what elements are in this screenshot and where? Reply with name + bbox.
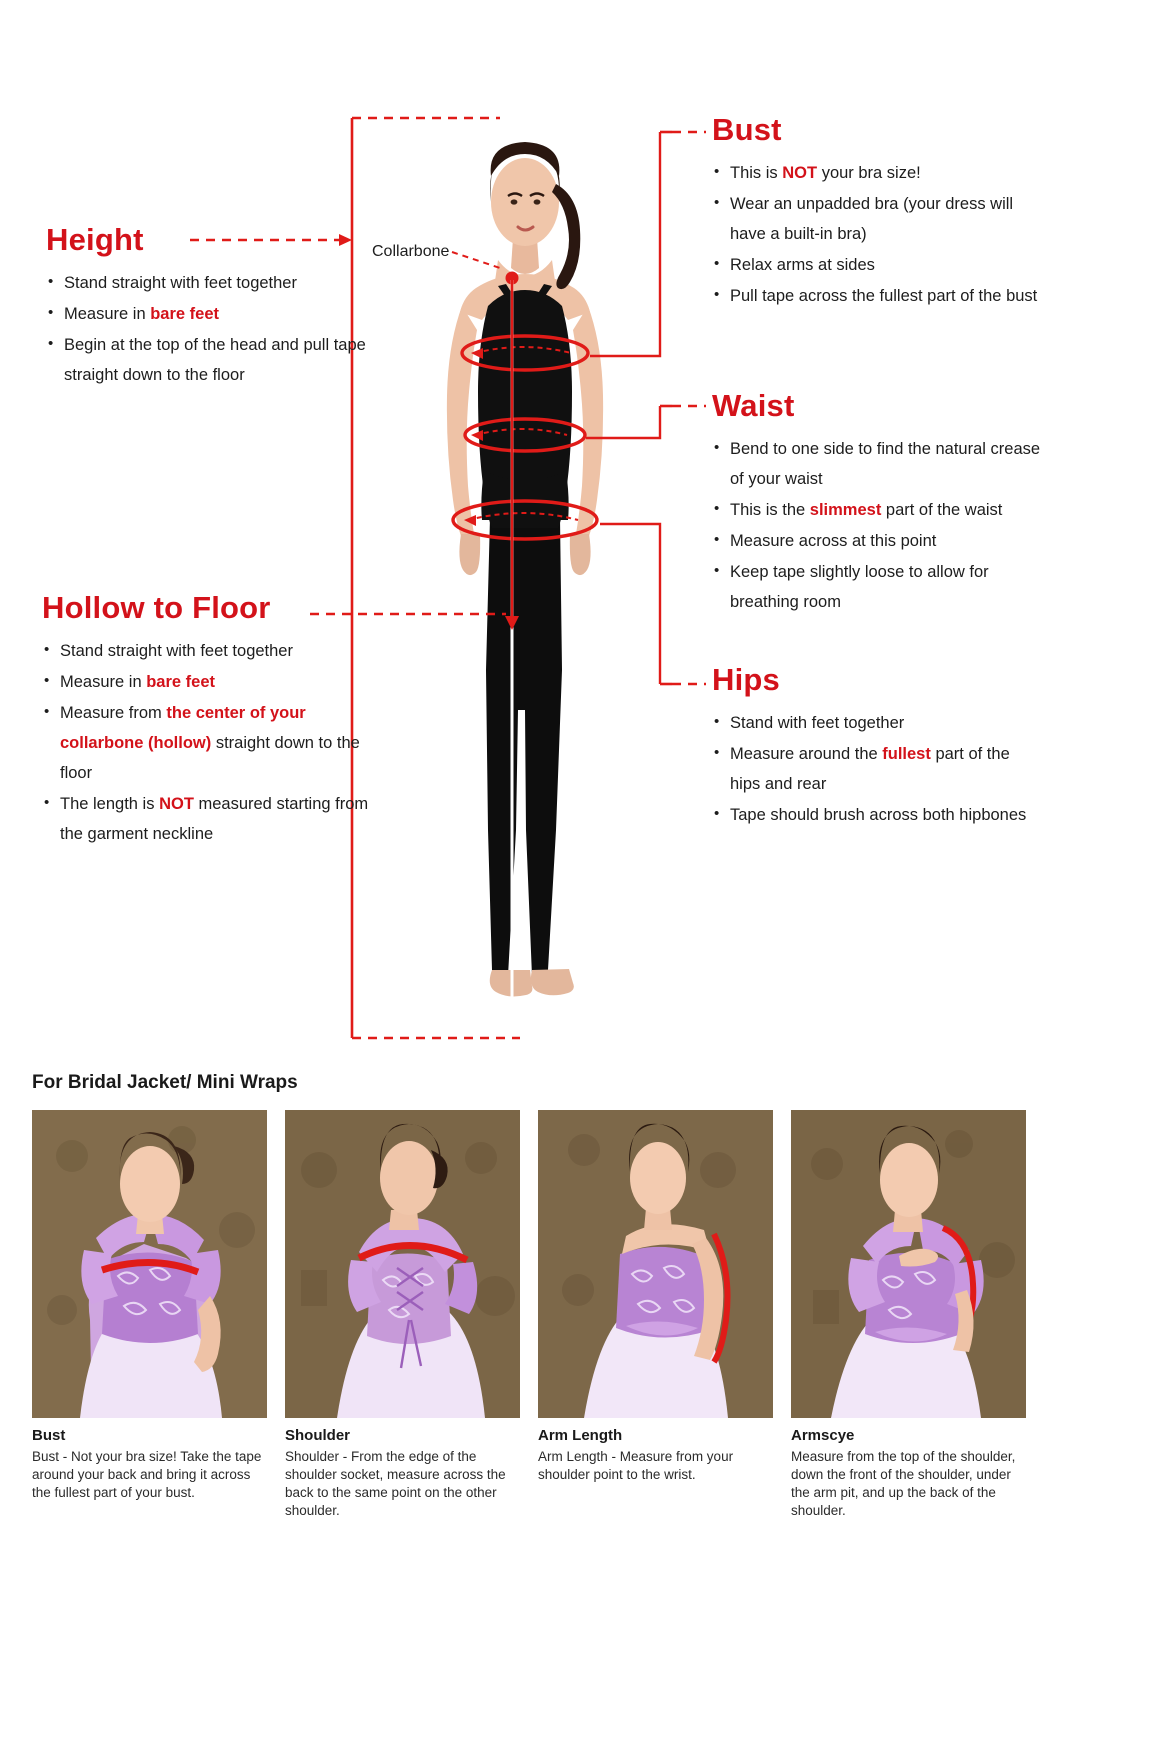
list-item: • Measure around the fullest part of the hips and rear (712, 739, 1042, 799)
list-item: • Stand with feet together (712, 708, 1042, 738)
section-bust (712, 112, 1042, 312)
section-height-bullets (46, 268, 366, 390)
bridal-card-bust (32, 1110, 267, 1520)
list-item: • Begin at the top of the head and pull tape straight down to the floor (46, 330, 366, 390)
list-item: • Stand straight with feet together (42, 636, 382, 666)
list-item: • Stand straight with feet together (46, 268, 366, 298)
list-item: • Measure in bare feet (42, 667, 382, 697)
bridal-photo-armscye (791, 1110, 1026, 1418)
section-bust-title: Bust (712, 112, 782, 147)
bridal-card-arm-length (538, 1110, 773, 1520)
list-item: • The length is NOT measured starting from the garment neckline (42, 789, 382, 849)
section-waist (712, 388, 1042, 618)
bridal-card-armscye (791, 1110, 1026, 1520)
section-hollow-title: Hollow to Floor (42, 590, 271, 625)
bridal-card-shoulder (285, 1110, 520, 1520)
bridal-card-text: Bust - Not your bra size! Take the tape around your back and bring it across the fullest part of your bust. (32, 1449, 262, 1500)
list-item: • Measure across at this point (712, 526, 1042, 556)
section-hollow-to-floor (42, 590, 382, 850)
bridal-card-text: Arm Length - Measure from your shoulder point to the wrist. (538, 1449, 734, 1482)
bridal-card-text: Measure from the top of the shoulder, down the front of the shoulder, under the arm pit, and up the back of the shoulder. (791, 1449, 1016, 1518)
bridal-photo-arm-length (538, 1110, 773, 1418)
section-hips-title: Hips (712, 662, 780, 697)
section-height-title: Height (46, 222, 144, 257)
bridal-card-title: Shoulder (285, 1427, 351, 1444)
list-item: • Pull tape across the fullest part of the bust (712, 281, 1042, 311)
bridal-card-title: Bust (32, 1427, 66, 1444)
bridal-section-title: For Bridal Jacket/ Mini Wraps (32, 1072, 298, 1093)
list-item: • This is the slimmest part of the waist (712, 495, 1042, 525)
collarbone-label: Collarbone (372, 243, 450, 260)
list-item: • Bend to one side to find the natural crease of your waist (712, 434, 1042, 494)
list-item: • Wear an unpadded bra (your dress will have a built-in bra) (712, 189, 1042, 249)
list-item: • Measure in bare feet (46, 299, 366, 329)
section-waist-title: Waist (712, 388, 795, 423)
section-hips-bullets (712, 708, 1042, 830)
bridal-card-title: Arm Length (538, 1427, 623, 1444)
section-height (46, 222, 366, 391)
list-item: • Tape should brush across both hipbones (712, 800, 1042, 830)
bridal-card-title: Armscye (791, 1427, 855, 1444)
section-bust-bullets (712, 158, 1042, 311)
bridal-card-text: Shoulder - From the edge of the shoulder socket, measure across the back to the same point on the other shoulder. (285, 1449, 506, 1518)
bridal-photo-shoulder (285, 1110, 520, 1418)
list-item: • Keep tape slightly loose to allow for breathing room (712, 557, 1042, 617)
list-item: • Measure from the center of your collarbone (hollow) straight down to the floor (42, 698, 382, 788)
section-hips (712, 662, 1042, 831)
section-waist-bullets (712, 434, 1042, 617)
list-item: • Relax arms at sides (712, 250, 1042, 280)
list-item: • This is NOT your bra size! (712, 158, 1042, 188)
section-hollow-bullets (42, 636, 382, 849)
bridal-cards (32, 1110, 1136, 1520)
bridal-photo-bust (32, 1110, 267, 1418)
